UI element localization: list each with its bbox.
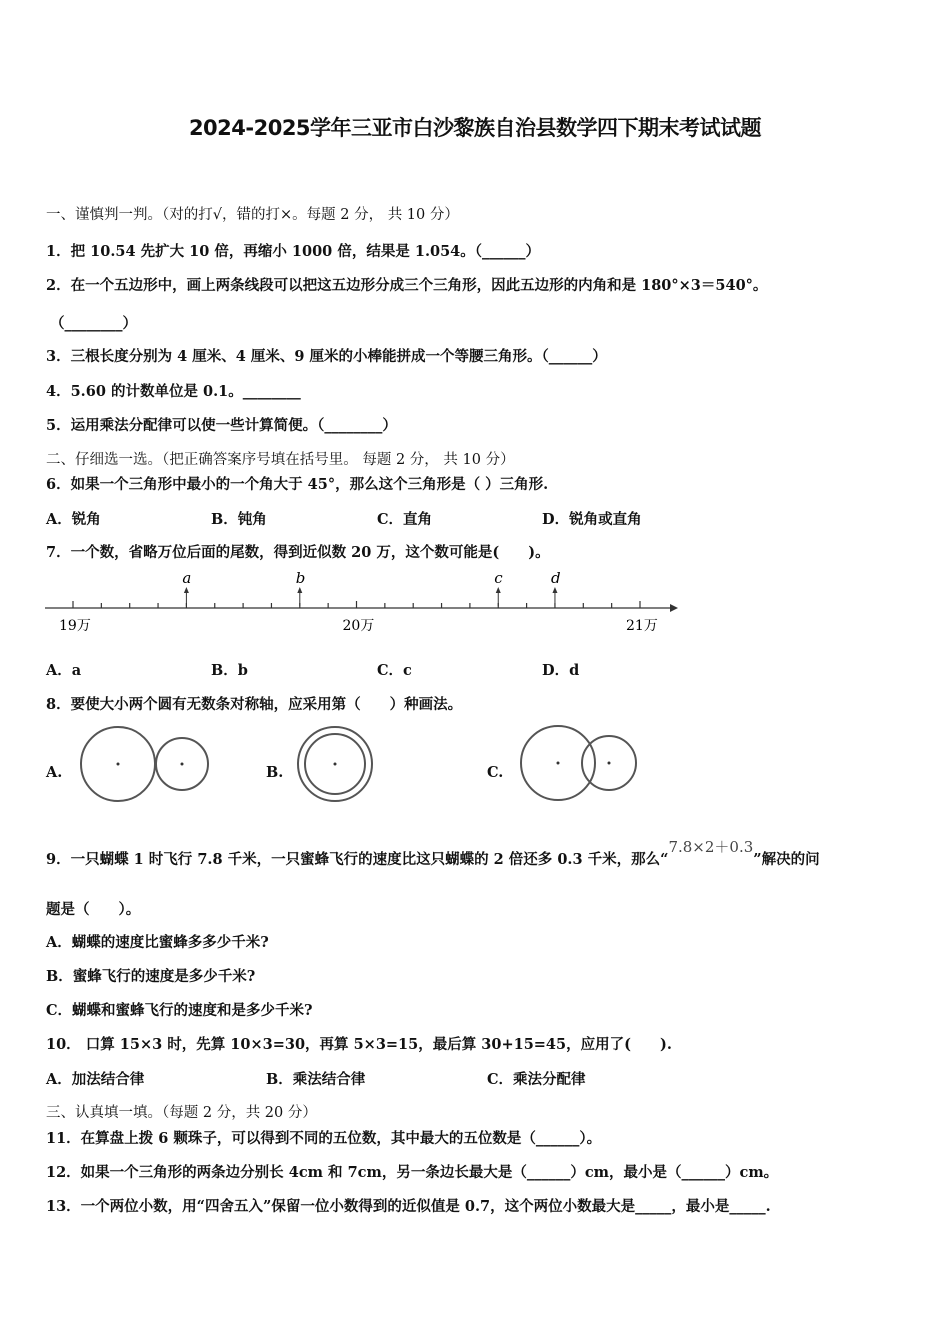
q7-option-c: C．c — [377, 662, 412, 679]
question-9 — [46, 838, 820, 869]
q10-option-a: A．加法结合律 — [46, 1071, 145, 1088]
question-5: 5．运用乘法分配律可以使一些计算简便。（________） — [46, 417, 397, 434]
q6-option-c: C．直角 — [377, 511, 433, 528]
marker-a-arrowhead-icon — [184, 587, 189, 593]
marker-d-arrowhead-icon — [552, 587, 557, 593]
q8-option-c-label: C. — [487, 764, 504, 781]
question-9-continued: 题是（ ）。 — [46, 901, 141, 918]
q8-option-b-label: B. — [266, 764, 284, 781]
q8-option-a-label: A. — [46, 764, 63, 781]
q8-figure-b — [292, 721, 382, 807]
number-line-labels — [59, 618, 658, 634]
question-10: 10． 口算 15×3 时，先算 10×3=30，再算 5×3=15，最后算 30+15=45，应用了( ). — [46, 1036, 672, 1053]
question-4: 4．5.60 的计数单位是 0.1。________ — [46, 383, 301, 400]
q6-option-b: B．钝角 — [211, 511, 267, 528]
question-2: 2．在一个五边形中，画上两条线段可以把这五边形分成三个三角形，因此五边形的内角和是 180°×3＝540°。 — [46, 277, 768, 294]
question-7: 7．一个数，省略万位后面的尾数，得到近似数 20 万，这个数可能是( )。 — [46, 544, 550, 561]
number-line-arrow-icon — [670, 604, 678, 612]
shared-center — [334, 763, 337, 766]
q6-option-a: A．锐角 — [46, 511, 101, 528]
marker-c-label: c — [494, 569, 503, 587]
page-title: 2024-2025学年三亚市白沙黎族自治县数学四下期末考试试题 — [188, 116, 762, 140]
question-6: 6．如果一个三角形中最小的一个角大于 45°，那么这个三角形是（ ）三角形. — [46, 476, 549, 493]
q9-option-c: C．蝴蝶和蜜蜂飞行的速度和是多少千米? — [46, 1002, 313, 1019]
question-9-text-end: ”解决的问 — [753, 851, 820, 868]
question-9-formula: 7.8×2＋0.3 — [668, 838, 754, 856]
question-12: 12．如果一个三角形的两条边分别长 4cm 和 7cm，另一条边长最大是（______）cm，最小是（______）cm。 — [46, 1164, 779, 1181]
small-circle-center — [608, 762, 611, 765]
section1-heading: 一、谨慎判一判。（对的打√，错的打×。每题 2 分， 共 10 分） — [46, 207, 459, 223]
section2-heading: 二、仔细选一选。（把正确答案序号填在括号里。 每题 2 分， 共 10 分） — [46, 452, 515, 468]
q10-option-b: B．乘法结合律 — [266, 1071, 366, 1088]
large-circle-center — [117, 763, 120, 766]
question-8: 8．要使大小两个圆有无数条对称轴，应采用第（ ）种画法。 — [46, 696, 463, 713]
marker-a-label: a — [182, 569, 192, 587]
q9-option-b: B．蜜蜂飞行的速度是多少千米? — [46, 968, 256, 985]
marker-d-label: d — [550, 569, 561, 587]
small-circle-center — [181, 763, 184, 766]
number-line-markers — [182, 569, 560, 606]
question-3: 3．三根长度分别为 4 厘米、4 厘米、9 厘米的小棒能拼成一个等腰三角形。（______） — [46, 348, 607, 365]
question-2-answer-blank: （________） — [50, 315, 137, 332]
axis-label: 19万 — [59, 618, 91, 634]
q8-figure-a — [78, 721, 218, 807]
axis-label: 20万 — [342, 618, 375, 634]
marker-c-arrowhead-icon — [496, 587, 501, 593]
marker-b-label: b — [295, 569, 306, 587]
q10-option-c: C．乘法分配律 — [487, 1071, 586, 1088]
q7-option-a: A．a — [46, 662, 82, 679]
marker-b-arrowhead-icon — [297, 587, 302, 593]
section3-heading: 三、认真填一填。（每题 2 分，共 20 分） — [46, 1105, 317, 1121]
question-11: 11．在算盘上拨 6 颗珠子，可以得到不同的五位数，其中最大的五位数是（______）。 — [46, 1130, 602, 1147]
question-13: 13．一个两位小数，用“四舍五入”保留一位小数得到的近似值是 0.7，这个两位小数最大是_____，最小是_____. — [46, 1198, 771, 1215]
q9-option-a: A．蝴蝶的速度比蜜蜂多多少千米? — [46, 934, 269, 951]
q7-option-b: B．b — [211, 662, 248, 679]
q6-option-d: D．锐角或直角 — [542, 511, 642, 528]
large-circle-center — [557, 762, 560, 765]
q7-option-d: D．d — [542, 662, 580, 679]
question-9-text: 9．一只蝴蝶 1 时飞行 7.8 千米，一只蜜蜂飞行的速度比这只蝴蝶的 2 倍还多 0.3 千米，那么“ — [46, 851, 669, 868]
number-line-figure — [40, 565, 720, 640]
question-1: 1．把 10.54 先扩大 10 倍，再缩小 1000 倍，结果是 1.054。（______） — [46, 243, 541, 260]
q8-figure-c — [516, 721, 646, 807]
axis-label: 21万 — [626, 618, 658, 634]
